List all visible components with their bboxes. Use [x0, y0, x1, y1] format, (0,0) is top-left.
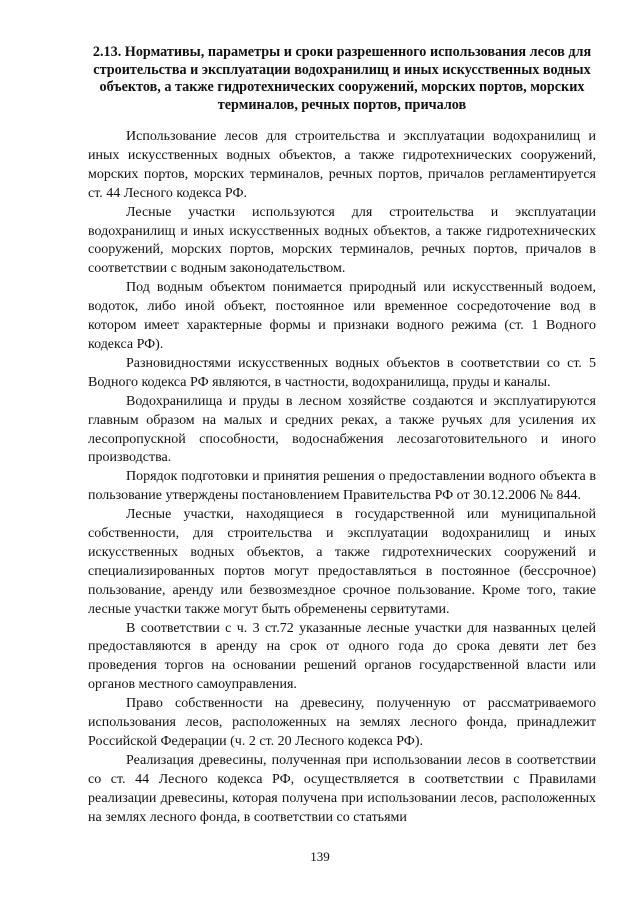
page-number: 139 — [310, 849, 330, 864]
paragraph-6: Порядок подготовки и принятия решения о предоставлении водного объекта в пользование утверждены постановлением Правительства РФ от 30.12.2006 № 844. — [88, 469, 596, 504]
paragraph-5: Водохранилища и пруды в лесном хозяйстве создаются и эксплуатируются главным образом на малых и средних реках, а также ручьях для усиления их лесопропускной способности, водоснабжения лесозаготовительного и иного производства. — [88, 393, 596, 466]
paragraph-7: Лесные участки, находящиеся в государственной или муниципальной собственности, для строительства и эксплуатации водохранилищ и иных искусственных водных объектов, а также гидротехнических сооружений и специализированных портов могут предоставляться в постоянное (бессрочное) пользование, аренду или безвозмездное срочное пользование. Кроме того, такие лесные участки также могут быть обременены сервитутами. — [88, 507, 596, 617]
document-page — [88, 44, 596, 828]
paragraph-1: Использование лесов для строительства и эксплуатации водохранилищ и иных искусственных водных объектов, а также гидротехнических сооружений, морских портов, морских терминалов, речных портов, причалов регламентируется ст. 44 Лесного кодекса РФ. — [88, 129, 596, 201]
body-text — [88, 128, 596, 828]
paragraph-10: Реализация древесины, полученная при использовании лесов в соответствии со ст. 44 Лесного кодекса РФ, осуществляется в соответствии с Правилами реализации древесины, которая получена при использовании лесов, расположенных на землях лесного фонда, в соответствии со статьями — [88, 752, 596, 825]
paragraph-2: Лесные участки используются для строительства и эксплуатации водохранилищ и иных искусственных водных объектов, а также гидротехнических сооружений, морских портов, морских терминалов, речных портов, причалов в соответствии с водным законодательством. — [88, 204, 596, 277]
paragraph-8: В соответствии с ч. 3 ст.72 указанные лесные участки для названных целей предоставляются в аренду на срок от одного года до срока девяти лет без проведения торгов на основании решений органов государственной власти или органов местного самоуправления. — [88, 620, 596, 693]
section-title: 2.13. Нормативы, параметры и сроки разрешенного использования лесов для строительства и эксплуатации водохранилищ и иных искусственных водных объектов, а также гидротехнических сооружений, морских портов, морских терминалов, речных портов, причалов — [92, 44, 592, 113]
paragraph-4: Разновидностями искусственных водных объектов в соответствии со ст. 5 Водного кодекса РФ являются, в частности, водохранилища, пруды и каналы. — [88, 355, 596, 390]
paragraph-9: Право собственности на древесину, полученную от рассматриваемого использования лесов, расположенных на землях лесного фонда, принадлежит Российской Федерации (ч. 2 ст. 20 Лесного кодекса РФ). — [88, 696, 596, 749]
paragraph-3: Под водным объектом понимается природный или искусственный водоем, водоток, либо иной объект, постоянное или временное сосредоточение вод в котором имеет характерные формы и признаки водного режима (ст. 1 Водного кодекса РФ). — [88, 280, 596, 352]
